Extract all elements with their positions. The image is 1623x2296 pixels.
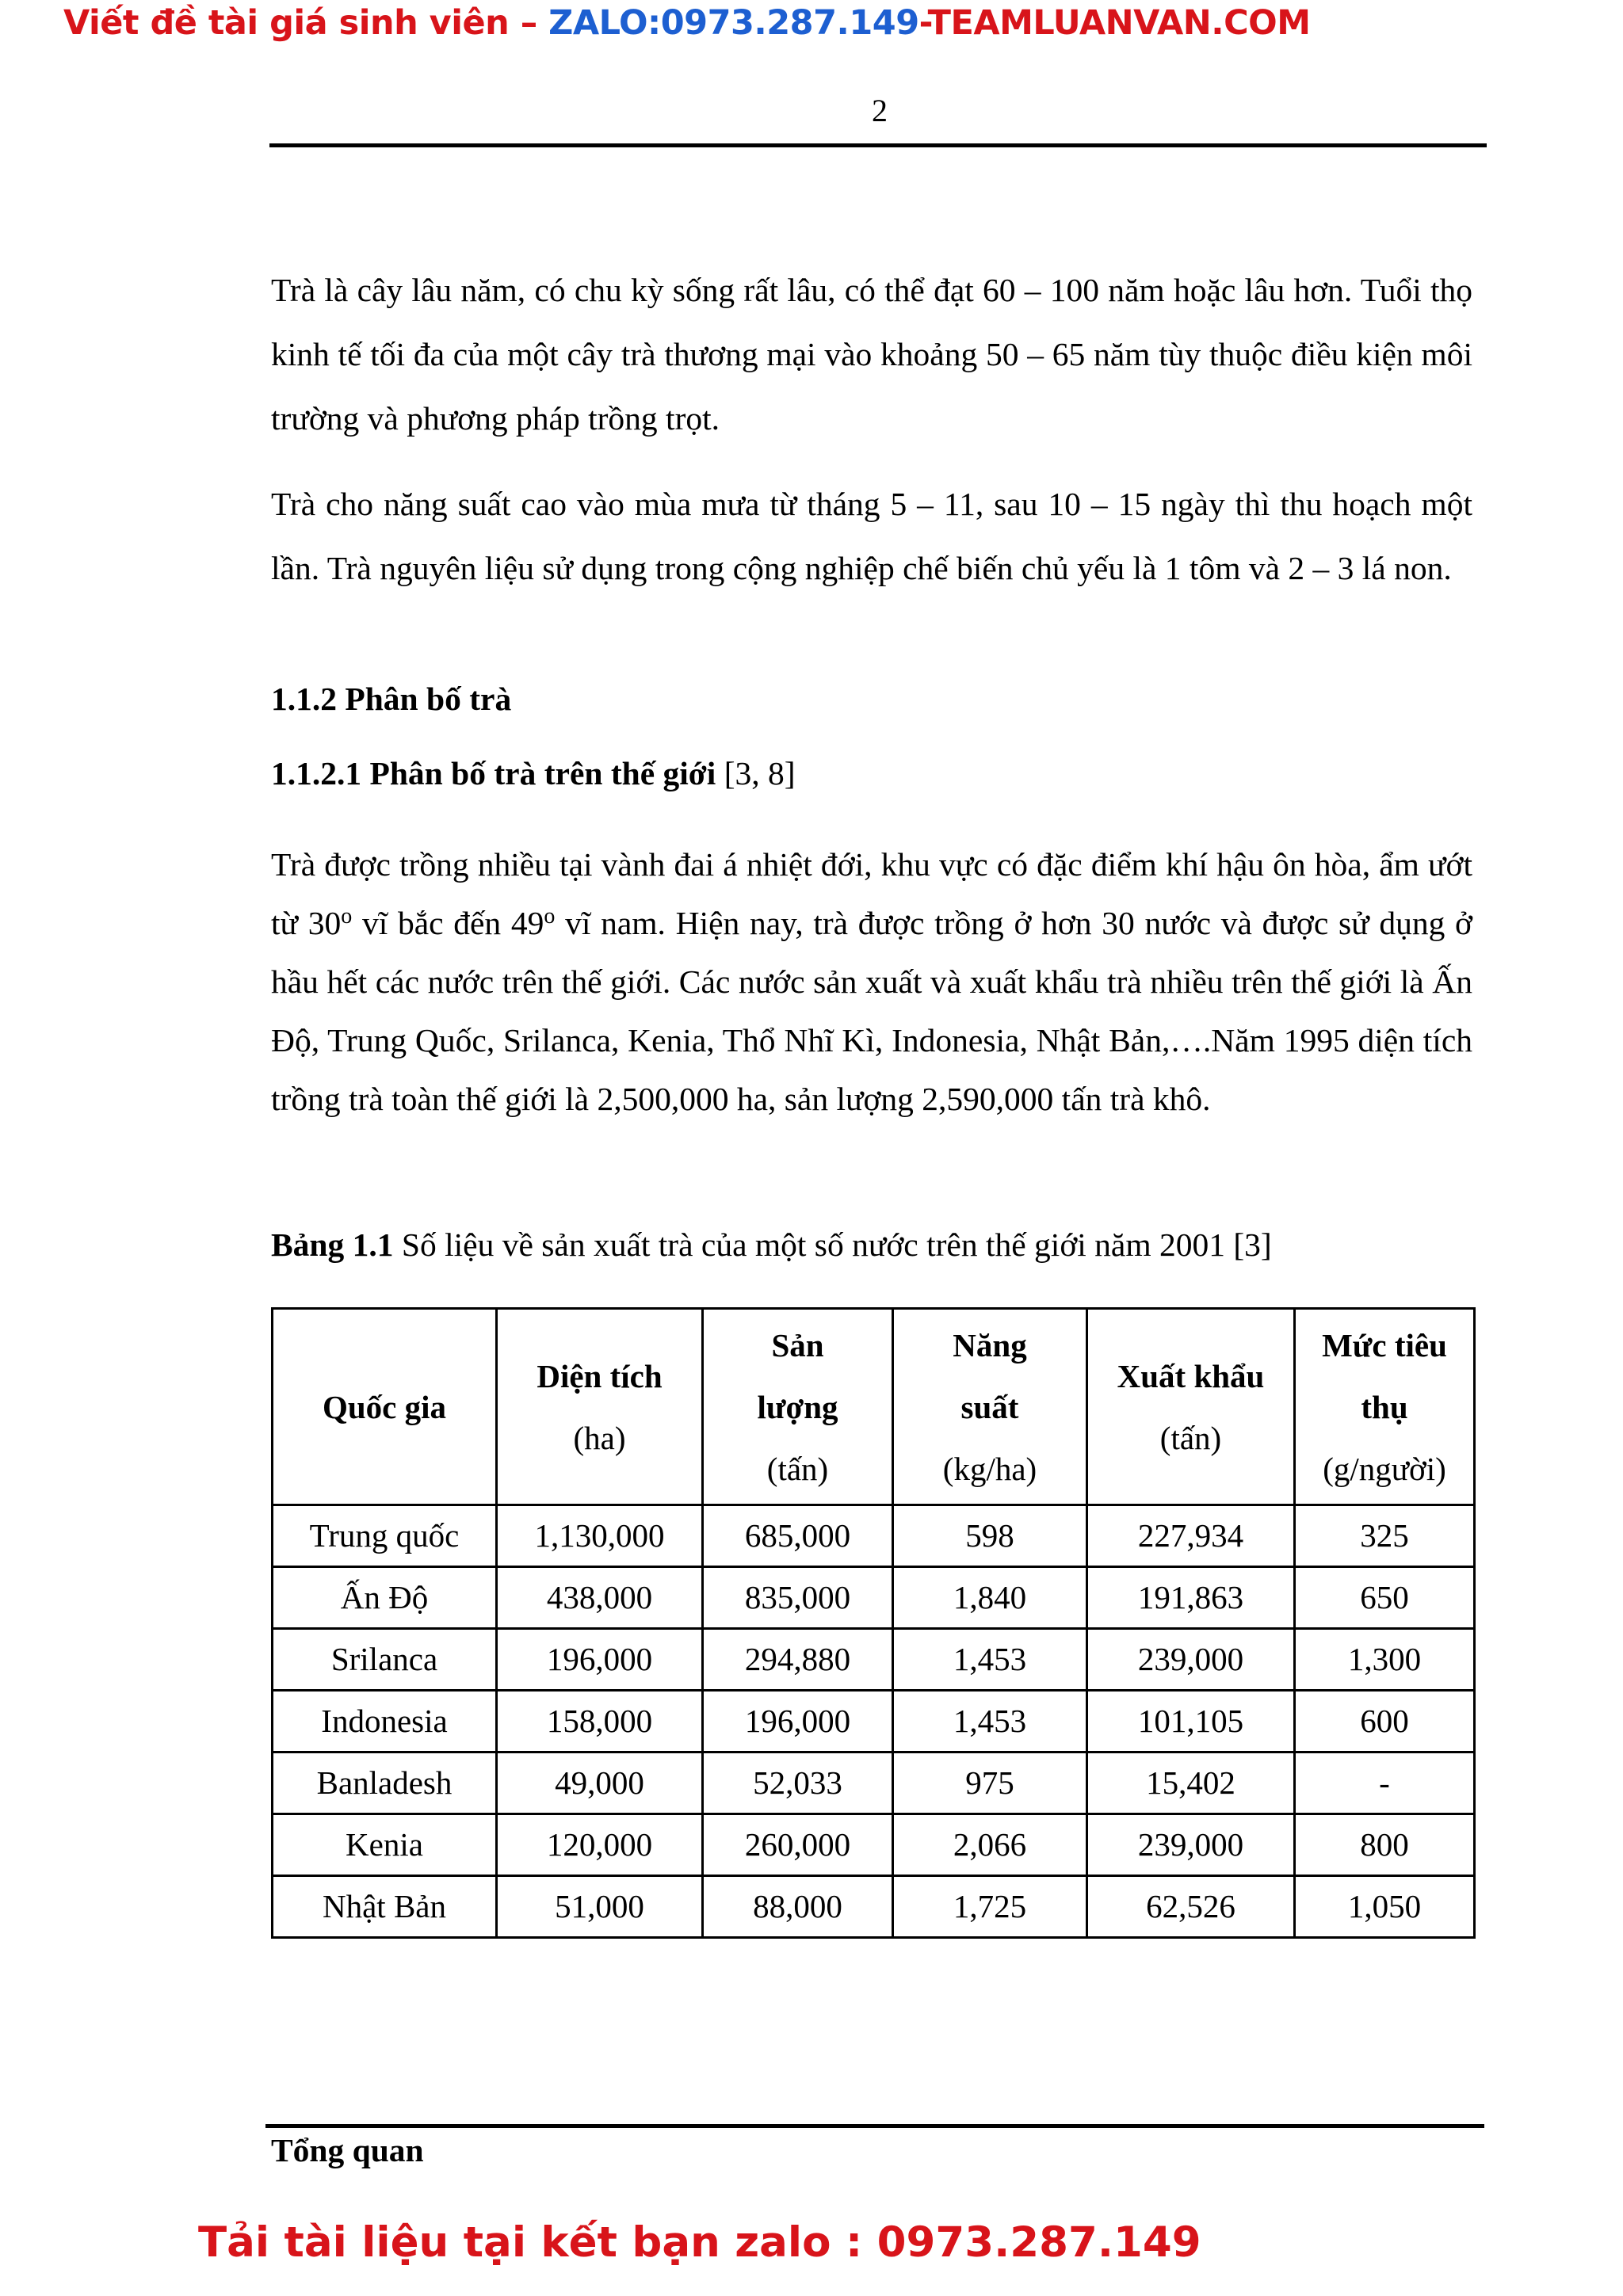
value-cell: 101,105 [1087, 1691, 1295, 1753]
table-row [273, 1505, 1475, 1567]
degree-mark-2: o [544, 904, 556, 929]
value-cell: 325 [1295, 1505, 1475, 1567]
value-cell: 1,453 [893, 1629, 1087, 1691]
table-row [273, 1753, 1475, 1814]
value-cell: 15,402 [1087, 1753, 1295, 1814]
value-cell: 800 [1295, 1814, 1475, 1876]
value-cell: 975 [893, 1753, 1087, 1814]
value-cell: 51,000 [497, 1876, 703, 1938]
footer-rule [265, 2124, 1484, 2128]
country-cell: Trung quốc [273, 1505, 497, 1567]
value-cell: 120,000 [497, 1814, 703, 1876]
value-cell: 835,000 [703, 1567, 893, 1629]
value-cell: 196,000 [703, 1691, 893, 1753]
header-area: Diện tích (ha) [497, 1309, 703, 1505]
value-cell: 52,033 [703, 1753, 893, 1814]
table-row [273, 1814, 1475, 1876]
header-country: Quốc gia [273, 1309, 497, 1505]
value-cell: 1,130,000 [497, 1505, 703, 1567]
table-row [273, 1876, 1475, 1938]
header-consumption: Mức tiêu thụ (g/người) [1295, 1309, 1475, 1505]
value-cell: 227,934 [1087, 1505, 1295, 1567]
value-cell: 685,000 [703, 1505, 893, 1567]
subsection-heading [271, 754, 796, 792]
country-cell: Ấn Độ [273, 1567, 497, 1629]
header-rule [269, 143, 1487, 147]
paragraph-distribution [271, 835, 1472, 1128]
value-cell: 239,000 [1087, 1629, 1295, 1691]
value-cell: 158,000 [497, 1691, 703, 1753]
value-cell: 239,000 [1087, 1814, 1295, 1876]
country-cell: Banladesh [273, 1753, 497, 1814]
banner-top-text-1: Viết đề tài giá sinh viên – [63, 3, 549, 43]
subsection-citation: [3, 8] [716, 755, 796, 791]
value-cell: 191,863 [1087, 1567, 1295, 1629]
table-caption [271, 1226, 1272, 1264]
footer-chapter-title: Tổng quan [271, 2132, 424, 2168]
paragraph-yield: Trà cho năng suất cao vào mùa mưa từ tháng 5 – 11, sau 10 – 15 ngày thì thu hoạch một lần. Trà nguyên liệu sử dụng trong cộng nghiệp chế biến chủ yếu là 1 tôm và 2 – 3 lá non. [271, 486, 1472, 586]
value-cell: 1,840 [893, 1567, 1087, 1629]
paragraph-lifespan: Trà là cây lâu năm, có chu kỳ sống rất lâu, có thể đạt 60 – 100 năm hoặc lâu hơn. Tuổi thọ kinh tế tối đa của một cây trà thương mại vào khoảng 50 – 65 năm tùy thuộc điều kiện môi trường và phương pháp trồng trọt. [271, 272, 1472, 437]
country-cell: Srilanca [273, 1629, 497, 1691]
country-cell: Kenia [273, 1814, 497, 1876]
value-cell: 1,050 [1295, 1876, 1475, 1938]
table-row [273, 1691, 1475, 1753]
value-cell: 1,725 [893, 1876, 1087, 1938]
header-productivity: Năng suất (kg/ha) [893, 1309, 1087, 1505]
section-heading: 1.1.2 Phân bố trà [271, 681, 512, 717]
promo-banner-bottom: Tải tài liệu tại kết bạn zalo : 0973.287.149 [198, 2218, 1201, 2267]
header-export: Xuất khẩu (tấn) [1087, 1309, 1295, 1505]
value-cell: 294,880 [703, 1629, 893, 1691]
table-caption-text: Số liệu về sản xuất trà của một số nước trên thế giới năm 2001 [3] [393, 1226, 1272, 1263]
tea-production-table [271, 1307, 1476, 1939]
table-caption-label: Bảng 1.1 [271, 1226, 394, 1263]
distribution-text-a: Trà được trồng nhiều tại vành đai á nhiệt đới, khu vực có đặc điểm khí hậu ôn hòa, ẩm ướt từ 30 [271, 846, 1472, 941]
value-cell: 196,000 [497, 1629, 703, 1691]
value-cell: 49,000 [497, 1753, 703, 1814]
value-cell: 600 [1295, 1691, 1475, 1753]
promo-banner-top [63, 3, 1311, 43]
value-cell: 650 [1295, 1567, 1475, 1629]
value-cell: 88,000 [703, 1876, 893, 1938]
page-number: 2 [872, 93, 888, 128]
value-cell: 1,300 [1295, 1629, 1475, 1691]
country-cell: Nhật Bản [273, 1876, 497, 1938]
header-output: Sản lượng (tấn) [703, 1309, 893, 1505]
table-header-row [273, 1309, 1475, 1505]
value-cell: 598 [893, 1505, 1087, 1567]
table-row [273, 1567, 1475, 1629]
value-cell: 260,000 [703, 1814, 893, 1876]
subsection-title: 1.1.2.1 Phân bố trà trên thế giới [271, 755, 716, 791]
banner-top-site: -TEAMLUANVAN.COM [918, 3, 1311, 43]
distribution-text-b: vĩ bắc đến 49 [352, 905, 544, 941]
value-cell: 438,000 [497, 1567, 703, 1629]
table-row [273, 1629, 1475, 1691]
value-cell: 62,526 [1087, 1876, 1295, 1938]
value-cell: - [1295, 1753, 1475, 1814]
distribution-text-c: vĩ nam. Hiện nay, trà được trồng ở hơn 30 nước và được sử dụng ở hầu hết các nước trên thế giới. Các nước sản xuất và xuất khẩu trà nhiều trên thế giới là Ấn Độ, Trung Quốc, Srilanca, Kenia, Thổ Nhĩ Kì, Indonesia, Nhật Bản,….Năm 1995 diện tích trồng trà toàn thế giới là 2,500,000 ha, sản lượng 2,590,000 tấn trà khô. [271, 905, 1472, 1117]
value-cell: 1,453 [893, 1691, 1087, 1753]
banner-top-zalo: ZALO:0973.287.149 [548, 3, 919, 43]
degree-mark-1: o [341, 904, 353, 929]
country-cell: Indonesia [273, 1691, 497, 1753]
value-cell: 2,066 [893, 1814, 1087, 1876]
